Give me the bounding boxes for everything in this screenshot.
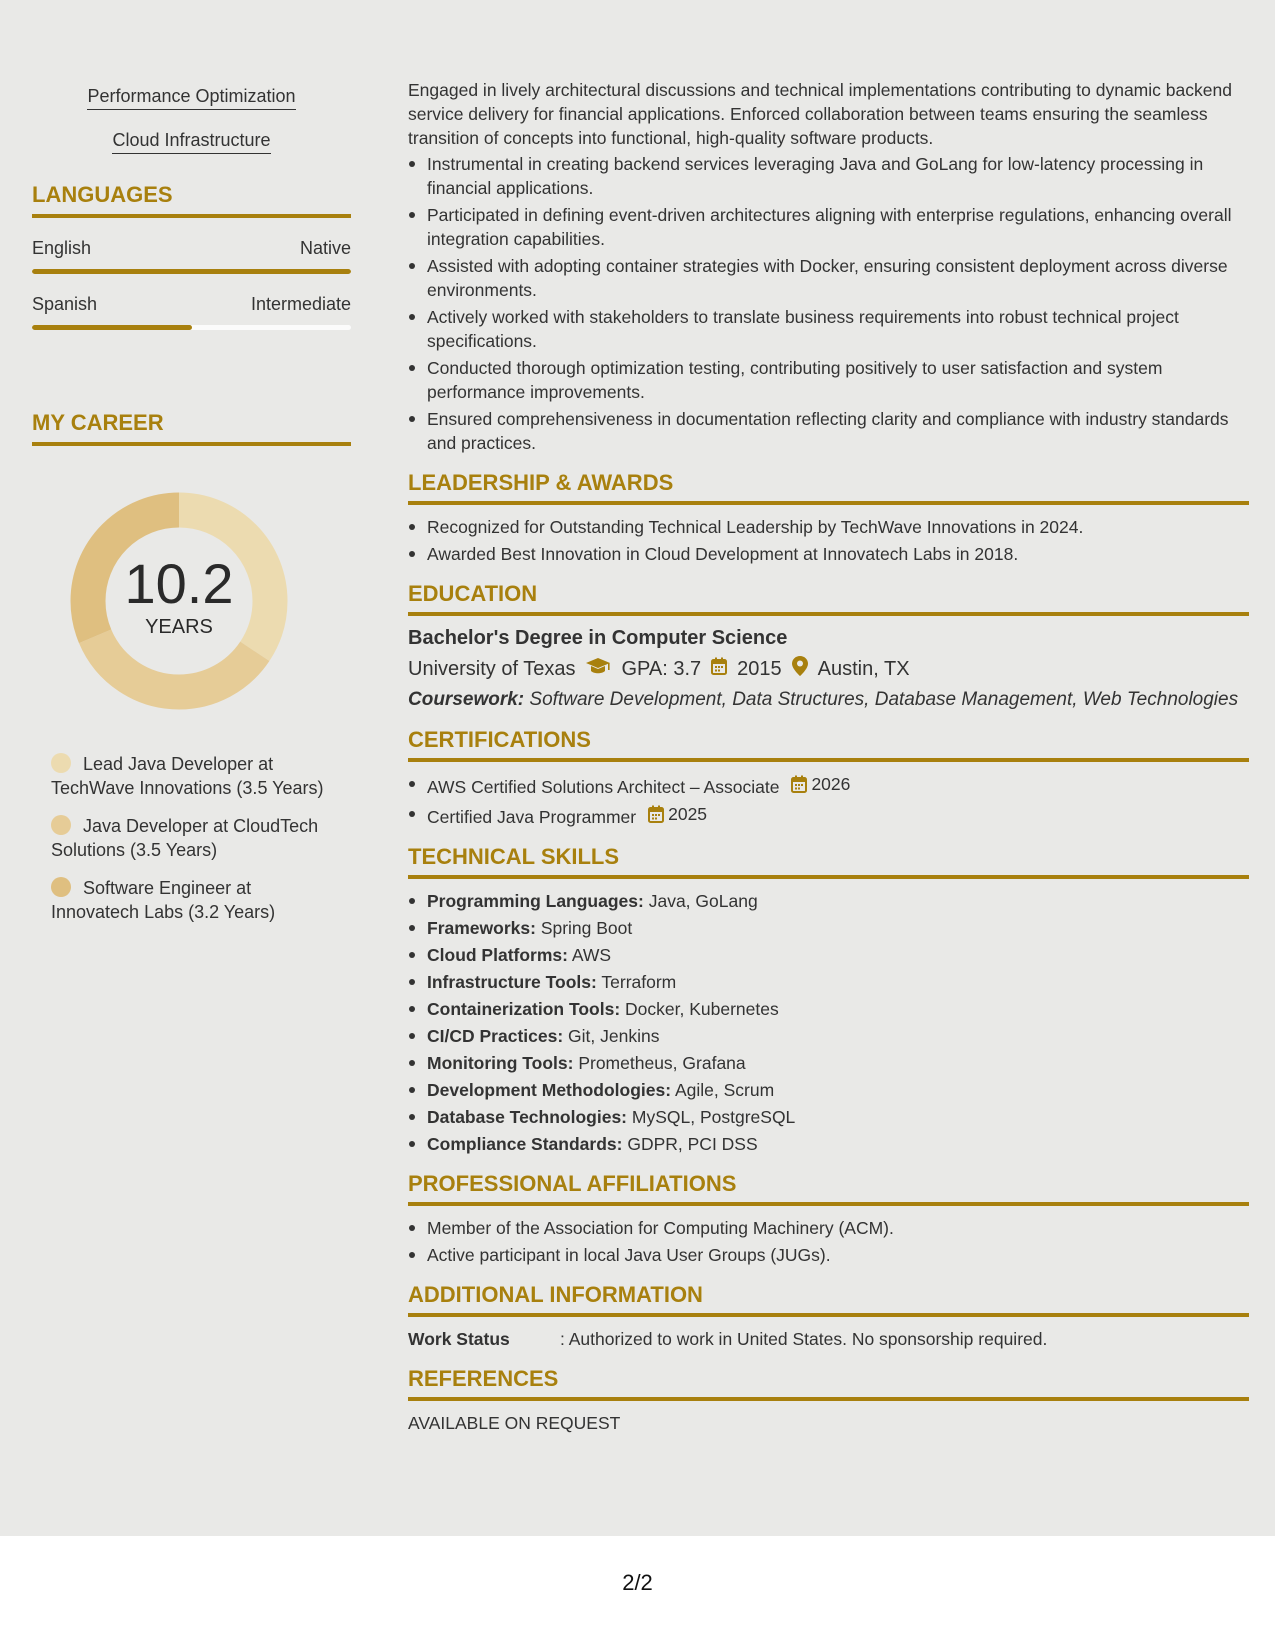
list-item: [408, 772, 1249, 799]
work-status-value: : Authorized to work in United States. No sponsorship required.: [560, 1329, 1048, 1349]
career-donut-chart: [66, 488, 292, 714]
career-legend-item: [51, 814, 331, 862]
leadership-list: [408, 515, 1249, 566]
career-total-unit: YEARS: [145, 615, 213, 638]
career-legend-item: [51, 752, 331, 800]
references-text: AVAILABLE ON REQUEST: [408, 1413, 621, 1433]
skill-value: Terraform: [601, 972, 677, 992]
list-item: Ensured comprehensiveness in documentation reflecting clarity and compliance with industry standards and practices.: [408, 407, 1249, 455]
affiliations-heading: PROFESSIONAL AFFILIATIONS: [408, 1172, 1249, 1206]
skill-value: Prometheus, Grafana: [578, 1053, 746, 1073]
skill-value: AWS: [571, 945, 612, 965]
legend-dot-icon: [51, 753, 71, 773]
certifications-list: [408, 772, 1249, 829]
skill-label: Containerization Tools:: [427, 999, 621, 1019]
leadership-heading: LEADERSHIP & AWARDS: [408, 471, 1249, 505]
list-item: [408, 916, 1249, 940]
list-item: [408, 1051, 1249, 1075]
education-meta: [408, 656, 1249, 682]
skill-label: Development Methodologies:: [427, 1080, 672, 1100]
certifications-heading: CERTIFICATIONS: [408, 728, 1249, 762]
list-item: Instrumental in creating backend services leveraging Java and GoLang for low-latency processing in financial applications.: [408, 152, 1249, 200]
certification-name: AWS Certified Solutions Architect – Associate: [427, 777, 780, 797]
list-item: [408, 1024, 1249, 1048]
skill-label: Programming Languages:: [427, 891, 644, 911]
career-legend-text: Java Developer at CloudTech Solutions (3.5 Years): [51, 816, 319, 860]
experience-summary: Engaged in lively architectural discussions and technical implementations contributing to dynamic backend service delivery for financial applications. Enforced collaboration between teams ensuring the seamless transition of concepts into functional, high-quality software products.: [408, 80, 1232, 148]
skill-label: Monitoring Tools:: [427, 1053, 574, 1073]
education-coursework: [408, 688, 1249, 712]
legend-dot-icon: [51, 815, 71, 835]
education-gpa: GPA: 3.7: [621, 658, 702, 680]
map-pin-icon: [792, 656, 808, 682]
sidebar: [32, 86, 351, 938]
skill-value: MySQL, PostgreSQL: [631, 1107, 796, 1127]
education-school: University of Texas: [408, 658, 576, 680]
skill-cloud-infrastructure: Cloud Infrastructure: [112, 130, 270, 154]
list-item: Conducted thorough optimization testing, contributing positively to user satisfaction and system performance improvements.: [408, 356, 1249, 404]
career-legend-text: Software Engineer at Innovatech Labs (3.2 Years): [51, 878, 276, 922]
language-bar: [32, 269, 351, 274]
main-column: [408, 78, 1249, 1435]
additional-info-heading: ADDITIONAL INFORMATION: [408, 1283, 1249, 1317]
skill-value: Git, Jenkins: [568, 1026, 660, 1046]
language-level: Intermediate: [250, 294, 351, 314]
list-item: [408, 1105, 1249, 1129]
language-bar: [32, 325, 351, 330]
list-item: Assisted with adopting container strategies with Docker, ensuring consistent deployment across diverse environments.: [408, 254, 1249, 302]
language-name: Spanish: [32, 294, 98, 314]
career-legend: [51, 752, 331, 924]
career-heading: MY CAREER: [32, 410, 351, 446]
calendar-icon: [791, 775, 807, 793]
education-location: Austin, TX: [817, 658, 910, 680]
list-item: [408, 1132, 1249, 1156]
certification-year: 2026: [811, 774, 851, 794]
certification-name: Certified Java Programmer: [427, 807, 637, 827]
education-heading: EDUCATION: [408, 582, 1249, 616]
coursework-label: Coursework:: [408, 689, 525, 710]
career-total-value: 10.2: [124, 551, 234, 615]
skill-label: Compliance Standards:: [427, 1134, 623, 1154]
technical-skills-heading: TECHNICAL SKILLS: [408, 845, 1249, 879]
calendar-icon: [648, 805, 664, 823]
career-legend-item: [51, 876, 331, 924]
skill-value: GDPR, PCI DSS: [627, 1134, 758, 1154]
skill-value: Docker, Kubernetes: [625, 999, 779, 1019]
skill-label: Cloud Platforms:: [427, 945, 568, 965]
skill-value: Java, GoLang: [648, 891, 758, 911]
list-item: [408, 889, 1249, 913]
experience-bullets: [408, 152, 1249, 455]
list-item: Actively worked with stakeholders to translate business requirements into robust technical project specifications.: [408, 305, 1249, 353]
languages-heading: LANGUAGES: [32, 182, 351, 218]
education-degree: Bachelor's Degree in Computer Science: [408, 627, 788, 649]
skill-label: Database Technologies:: [427, 1107, 628, 1127]
list-item: Awarded Best Innovation in Cloud Development at Innovatech Labs in 2018.: [408, 542, 1249, 566]
list-item: Active participant in local Java User Groups (JUGs).: [408, 1243, 1249, 1267]
career-legend-text: Lead Java Developer at TechWave Innovations (3.5 Years): [51, 754, 324, 798]
skill-value: Spring Boot: [540, 918, 633, 938]
coursework-text: Software Development, Data Structures, Database Management, Web Technologies: [529, 689, 1239, 710]
certification-year: 2025: [668, 804, 708, 824]
skill-performance-optimization: Performance Optimization: [87, 86, 295, 110]
language-level: Native: [299, 238, 351, 258]
list-item: [408, 970, 1249, 994]
language-name: English: [32, 238, 92, 258]
work-status-label: Work Status: [408, 1329, 510, 1349]
page-number: 2/2: [622, 1570, 653, 1595]
list-item: [408, 997, 1249, 1021]
language-bar-fill: [32, 325, 192, 330]
skill-value: Agile, Scrum: [674, 1080, 775, 1100]
skill-label: Infrastructure Tools:: [427, 972, 597, 992]
list-item: [408, 943, 1249, 967]
legend-dot-icon: [51, 877, 71, 897]
list-item: Member of the Association for Computing Machinery (ACM).: [408, 1216, 1249, 1240]
graduation-cap-icon: [585, 657, 611, 681]
calendar-icon: [711, 657, 727, 681]
list-item: Participated in defining event-driven architectures aligning with enterprise regulations, enhancing overall integration capabilities.: [408, 203, 1249, 251]
affiliations-list: [408, 1216, 1249, 1267]
skill-label: Frameworks:: [427, 918, 536, 938]
education-year: 2015: [737, 658, 782, 680]
references-heading: REFERENCES: [408, 1367, 1249, 1401]
language-spanish: [32, 294, 351, 330]
language-bar-fill: [32, 269, 351, 274]
work-status-row: [408, 1327, 1249, 1351]
list-item: [408, 802, 1249, 829]
skill-label: CI/CD Practices:: [427, 1026, 564, 1046]
technical-skills-list: [408, 889, 1249, 1156]
list-item: [408, 1078, 1249, 1102]
list-item: Recognized for Outstanding Technical Leadership by TechWave Innovations in 2024.: [408, 515, 1249, 539]
language-english: [32, 238, 351, 274]
